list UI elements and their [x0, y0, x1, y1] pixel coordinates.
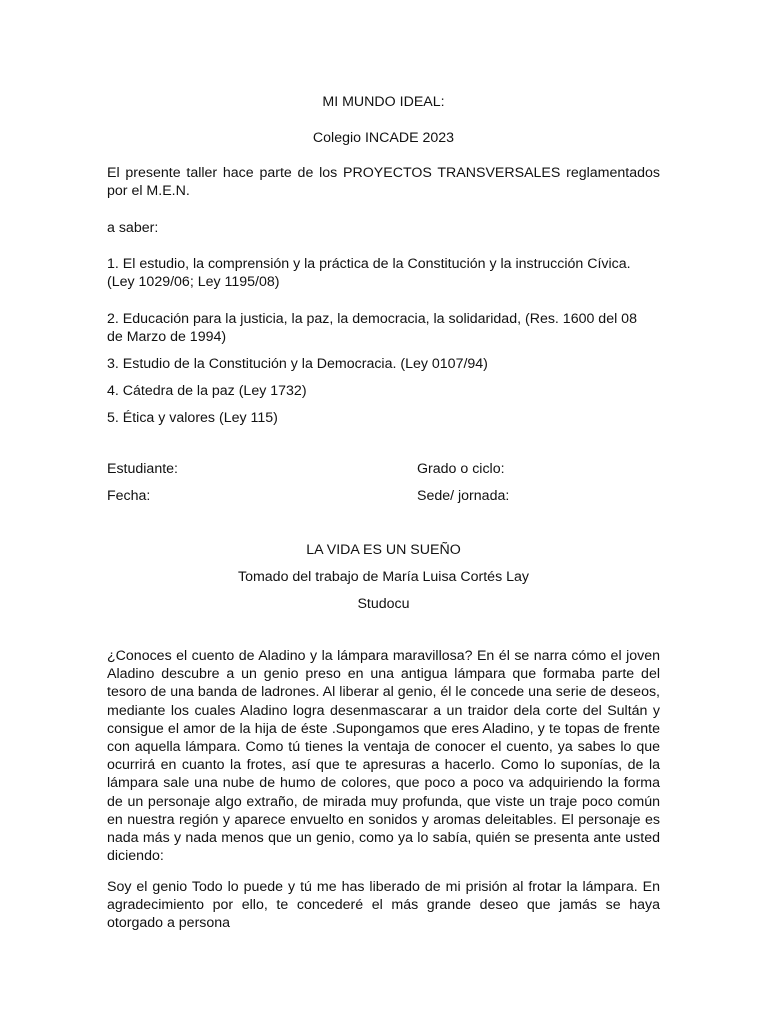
- story-source: Tomado del trabajo de María Luisa Cortés Lay: [237, 569, 529, 585]
- project-item-1: 1. El estudio, la comprensión y la práctica de la Constitución y la instrucción Cívica. (Ley 1029/06; Ley 1195/08): [107, 256, 631, 290]
- project-item-3: 3. Estudio de la Constitución y la Democracia. (Ley 0107/94): [107, 356, 488, 372]
- school-name: Colegio INCADE 2023: [312, 130, 455, 146]
- campus-label: Sede/ jornada:: [417, 488, 510, 504]
- project-item-4: 4. Cátedra de la paz (Ley 1732): [107, 383, 307, 399]
- project-item-2: 2. Educación para la justicia, la paz, la democracia, la solidaridad, (Res. 1600 del 08 de Marzo de 1994): [107, 311, 637, 345]
- document-title: MI MUNDO IDEAL:: [322, 94, 445, 110]
- project-item-5: 5. Ética y valores (Ley 115): [107, 410, 278, 426]
- story-paragraph-2: Soy el genio Todo lo puede y tú me has liberado de mi prisión al frotar la lámpara. En agradecimiento por ello, te concederé el más grande deseo que jamás se haya otorgado a persona: [107, 879, 660, 932]
- date-label: Fecha:: [107, 488, 151, 504]
- story-site: Studocu: [357, 596, 410, 612]
- intro-paragraph: El presente taller hace parte de los PROYECTOS TRANSVERSALES reglamentados por el M.E.N.: [107, 165, 660, 199]
- intro-lead: a saber:: [107, 220, 159, 236]
- story-title: LA VIDA ES UN SUEÑO: [306, 542, 461, 558]
- student-label: Estudiante:: [107, 461, 178, 477]
- story-paragraph-1: ¿Conoces el cuento de Aladino y la lámpara maravillosa? En él se narra cómo el joven Aladino descubre a un genio preso en una antigua lámpara que formaba parte del tesoro de una banda de ladrones. Al liberar al genio, él le concede una serie de deseos, mediante los cuales Aladino logra desenmascarar a un traidor dela corte del Sultán y consigue el amor de la hija de éste .Supongamos que eres Aladino, y te topas de frente con aquella lámpara. Como tú tienes la ventaja de conocer el cuento, ya sabes lo que ocurrirá en cuanto la frotes, así que te apresuras a hacerlo. Como lo suponías, de la lámpara sale una nube de humo de colores, que poco a poco va adquiriendo la forma de un personaje algo extraño, de mirada muy profunda, que viste un traje poco común en nuestra región y aparece envuelto en sonidos y aromas deleitables. El personaje es nada más y nada menos que un genio, como ya lo sabía, quién se presenta ante usted diciendo:: [107, 648, 660, 865]
- grade-label: Grado o ciclo:: [417, 461, 505, 477]
